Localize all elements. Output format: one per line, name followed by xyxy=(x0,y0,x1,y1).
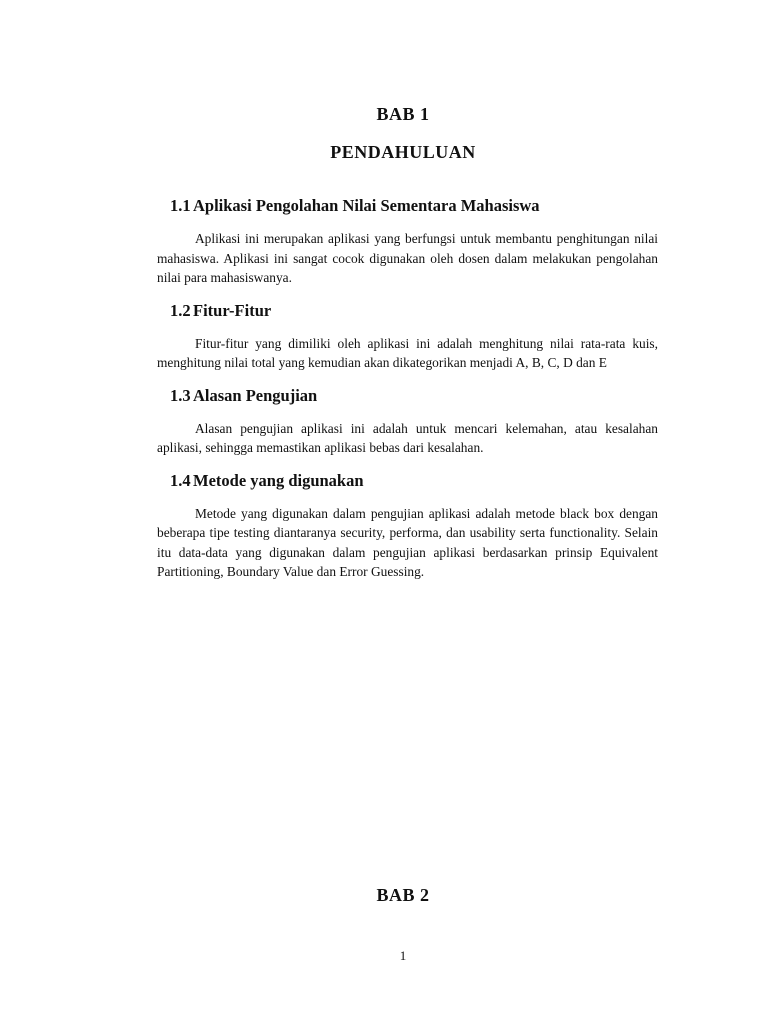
section-title: Fitur-Fitur xyxy=(193,300,272,320)
section-heading xyxy=(170,195,658,217)
chapter-number: BAB 1 xyxy=(376,104,430,124)
section-number: 1.4 xyxy=(170,470,191,490)
section-number: 1.2 xyxy=(170,300,191,320)
section-1-4 xyxy=(157,470,658,582)
section-title: Aplikasi Pengolahan Nilai Sementara Mahasiswa xyxy=(193,196,540,215)
chapter-title: PENDAHULUAN xyxy=(330,142,476,162)
section-paragraph: Aplikasi ini merupakan aplikasi yang berfungsi untuk membantu penghitungan nilai mahasiswa. Aplikasi ini sangat cocok digunakan oleh dosen dalam melakukan pengolahan nilai para mahasiswanya. xyxy=(157,231,658,285)
chapter-content xyxy=(157,195,658,594)
section-1-3 xyxy=(157,385,658,458)
section-title: Alasan Pengujian xyxy=(193,385,318,405)
section-heading xyxy=(170,300,658,322)
section-title: Metode yang digunakan xyxy=(193,470,364,490)
section-1-1 xyxy=(157,195,658,288)
section-heading xyxy=(170,470,658,492)
next-chapter-heading: BAB 2 xyxy=(376,885,430,905)
section-paragraph: Metode yang digunakan dalam pengujian aplikasi adalah metode black box dengan beberapa tipe testing diantaranya security, performa, dan usability serta functionality. Selain itu data-data yang digunakan dalam pengujian aplikasi berdasarkan prinsip Equivalent Partitioning, Boundary Value dan Error Guessing. xyxy=(157,505,658,579)
section-paragraph: Alasan pengujian aplikasi ini adalah untuk mencari kelemahan, atau kesalahan aplikasi, sehingga memastikan aplikasi bebas dari kesalahan. xyxy=(157,420,658,455)
section-1-2 xyxy=(157,300,658,373)
section-heading xyxy=(170,385,658,407)
section-number: 1.1 xyxy=(170,196,191,215)
section-number: 1.3 xyxy=(170,385,191,405)
page-number: 1 xyxy=(399,948,407,963)
section-paragraph: Fitur-fitur yang dimiliki oleh aplikasi ini adalah menghitung nilai rata-rata kuis, menghitung nilai total yang kemudian akan dikategorikan menjadi A, B, C, D dan E xyxy=(157,335,658,370)
